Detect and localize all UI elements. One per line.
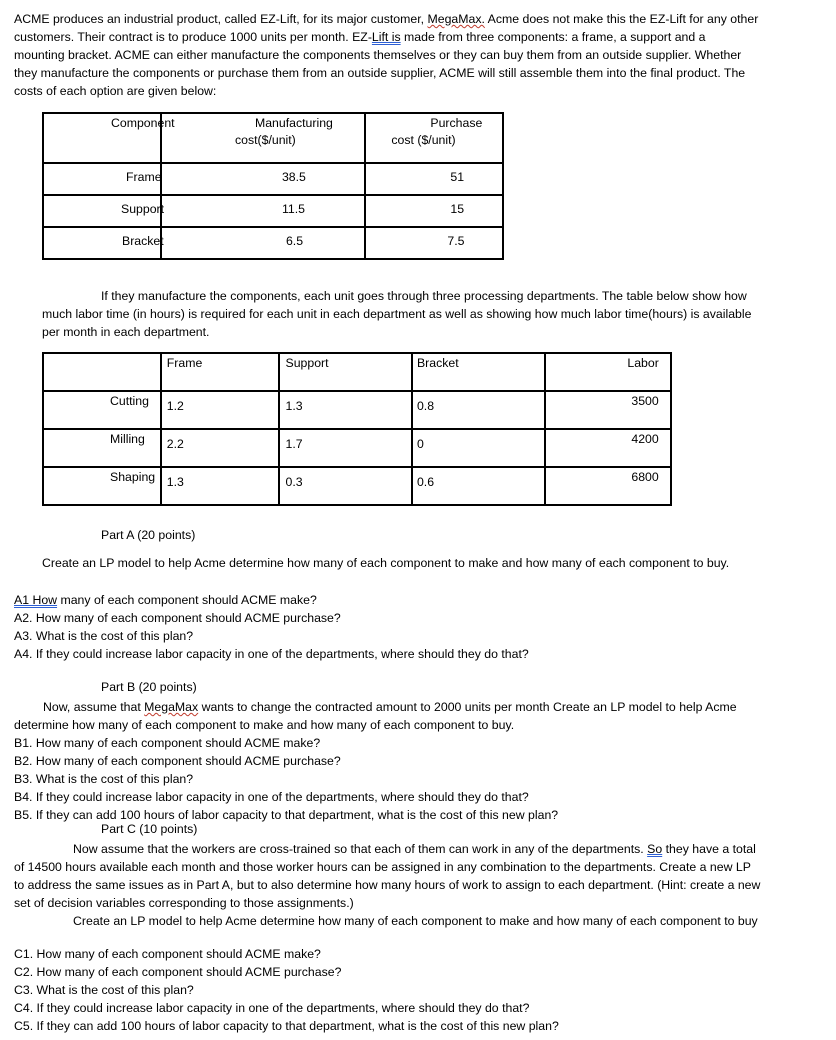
part-a-title: Part A (20 points)	[101, 528, 196, 542]
cost-manufacturing: 11.5	[281, 202, 305, 216]
dept-intro-line-3: per month in each department.	[42, 325, 210, 339]
megamax-word: MegaMax.	[427, 12, 485, 26]
intro-line-5: costs of each option are given below:	[14, 84, 217, 98]
header-purchase-1: Purchase	[430, 116, 483, 130]
part-b-body	[14, 698, 737, 824]
labor-frame: 1.2	[166, 399, 184, 413]
header-purchase-2: cost ($/unit)	[391, 133, 456, 147]
labor-dept: Cutting	[110, 394, 149, 408]
question-b5: B5. If they can add 100 hours of labor capacity to that department, what is the cost of this new plan?	[14, 808, 559, 822]
part-c-line-4: set of decision variables corresponding to those assignments.)	[14, 896, 354, 910]
cost-purchase: 7.5	[447, 234, 465, 248]
question-b3: B3. What is the cost of this plan?	[14, 772, 194, 786]
question-b2: B2. How many of each component should ACME purchase?	[14, 754, 341, 768]
part-c-title: Part C (10 points)	[101, 822, 198, 836]
labor-dept: Milling	[110, 432, 145, 446]
part-c-line-3: to address the same issues as in Part A, but to also determine how many hours of work to assign to each department. (Hint: create a new	[14, 878, 761, 892]
dept-intro-line-1: If they manufacture the components, each unit goes through three processing departments. The table below show how	[101, 289, 747, 303]
intro-line-4: they manufacture the components or purchase them from an outside supplier, ACME will still assemble them into the final product. The	[14, 66, 746, 80]
question-a3: A3. What is the cost of this plan?	[14, 629, 194, 643]
part-c-line-1: Now assume that the workers are cross-trained so that each of them can work in any of the departments. So they have a total	[73, 842, 756, 856]
megamax-word: MegaMax	[144, 700, 199, 714]
labor-bracket: 0	[416, 437, 424, 451]
intro-line-1: ACME produces an industrial product, called EZ-Lift, for its major customer, MegaMax. Acme does not make this the EZ-Lift for any other	[14, 12, 759, 26]
labor-table	[42, 352, 672, 506]
question-c3: C3. What is the cost of this plan?	[14, 983, 194, 997]
labor-capacity: 6800	[631, 470, 659, 484]
labor-capacity: 3500	[631, 394, 659, 408]
header-manufacturing-1: Manufacturing	[254, 116, 333, 130]
intro-line-3: mounting bracket. ACME can either manufacture the components themselves or they can buy them from an outside supplier. Whether	[14, 48, 742, 62]
cost-row-frame	[43, 163, 503, 195]
labor-support: 1.3	[285, 399, 303, 413]
part-c-body	[14, 840, 760, 930]
lift-is-word: Lift is	[371, 30, 401, 44]
intro-line-2: customers. Their contract is to produce 1000 units per month. EZ-Lift is made from three components: a frame, a support and a	[14, 30, 706, 44]
question-c5: C5. If they can add 100 hours of labor capacity to that department, what is the cost of this new plan?	[14, 1019, 559, 1033]
dept-intro-line-2: much labor time (in hours) is required for each unit in each department as well as showing how much labor time(hours) is available	[42, 307, 752, 321]
labor-dept: Shaping	[110, 470, 156, 484]
question-a1: A1 How many of each component should ACME make?	[14, 593, 317, 607]
cost-row-bracket	[43, 227, 503, 259]
part-c-line-2: of 14500 hours available each month and those worker hours can be assigned in any combination to the departments. Create a new LP	[14, 860, 751, 874]
question-c4: C4. If they could increase labor capacity in one of the departments, where should they do that?	[14, 1001, 530, 1015]
labor-capacity: 4200	[631, 432, 659, 446]
part-b-title: Part B (20 points)	[101, 680, 197, 694]
labor-row-shaping	[43, 467, 671, 505]
labor-header-support: Support	[285, 356, 329, 370]
question-b1: B1. How many of each component should ACME make?	[14, 736, 321, 750]
part-b-line-2: determine how many of each component to make and how many of each component to buy.	[14, 718, 515, 732]
labor-frame: 2.2	[166, 437, 184, 451]
labor-frame: 1.3	[166, 475, 184, 489]
labor-bracket: 0.6	[416, 475, 435, 489]
cost-manufacturing: 38.5	[281, 170, 306, 184]
header-manufacturing-2: cost($/unit)	[234, 133, 296, 147]
question-c2: C2. How many of each component should ACME purchase?	[14, 965, 342, 979]
dept-intro-paragraph	[42, 287, 751, 341]
cost-table	[42, 112, 504, 260]
cost-row-support	[43, 195, 503, 227]
question-c1: C1. How many of each component should ACME make?	[14, 947, 321, 961]
labor-bracket: 0.8	[416, 399, 435, 413]
cost-component: Bracket	[122, 234, 164, 248]
header-component: Component	[111, 116, 175, 130]
question-a2: A2. How many of each component should ACME purchase?	[14, 611, 341, 625]
labor-support: 0.3	[285, 475, 303, 489]
cost-purchase: 15	[450, 202, 465, 216]
labor-header-labor: Labor	[627, 356, 659, 370]
labor-support: 1.7	[285, 437, 303, 451]
question-a4: A4. If they could increase labor capacity in one of the departments, where should they do that?	[14, 647, 529, 661]
cost-purchase: 51	[450, 170, 465, 184]
labor-row-cutting	[43, 391, 671, 429]
question-b4: B4. If they could increase labor capacity in one of the departments, where should they do that?	[14, 790, 529, 804]
labor-row-milling	[43, 429, 671, 467]
intro-paragraph	[14, 10, 758, 100]
cost-manufacturing: 6.5	[285, 234, 304, 248]
labor-header-bracket: Bracket	[416, 356, 459, 370]
cost-component: Support	[121, 202, 165, 216]
cost-component: Frame	[126, 170, 162, 184]
part-c-questions	[14, 945, 559, 1035]
part-a-questions	[14, 591, 529, 663]
part-a-instruction: Create an LP model to help Acme determine how many of each component to make and how many of each component to buy.	[42, 556, 730, 570]
labor-header-frame: Frame	[166, 356, 203, 370]
part-b-line-1: Now, assume that MegaMax wants to change the contracted amount to 2000 units per month Create an LP model to help Acme	[43, 700, 737, 714]
part-c-line-5: Create an LP model to help Acme determine how many of each component to make and how many of each component to buy	[73, 914, 758, 928]
